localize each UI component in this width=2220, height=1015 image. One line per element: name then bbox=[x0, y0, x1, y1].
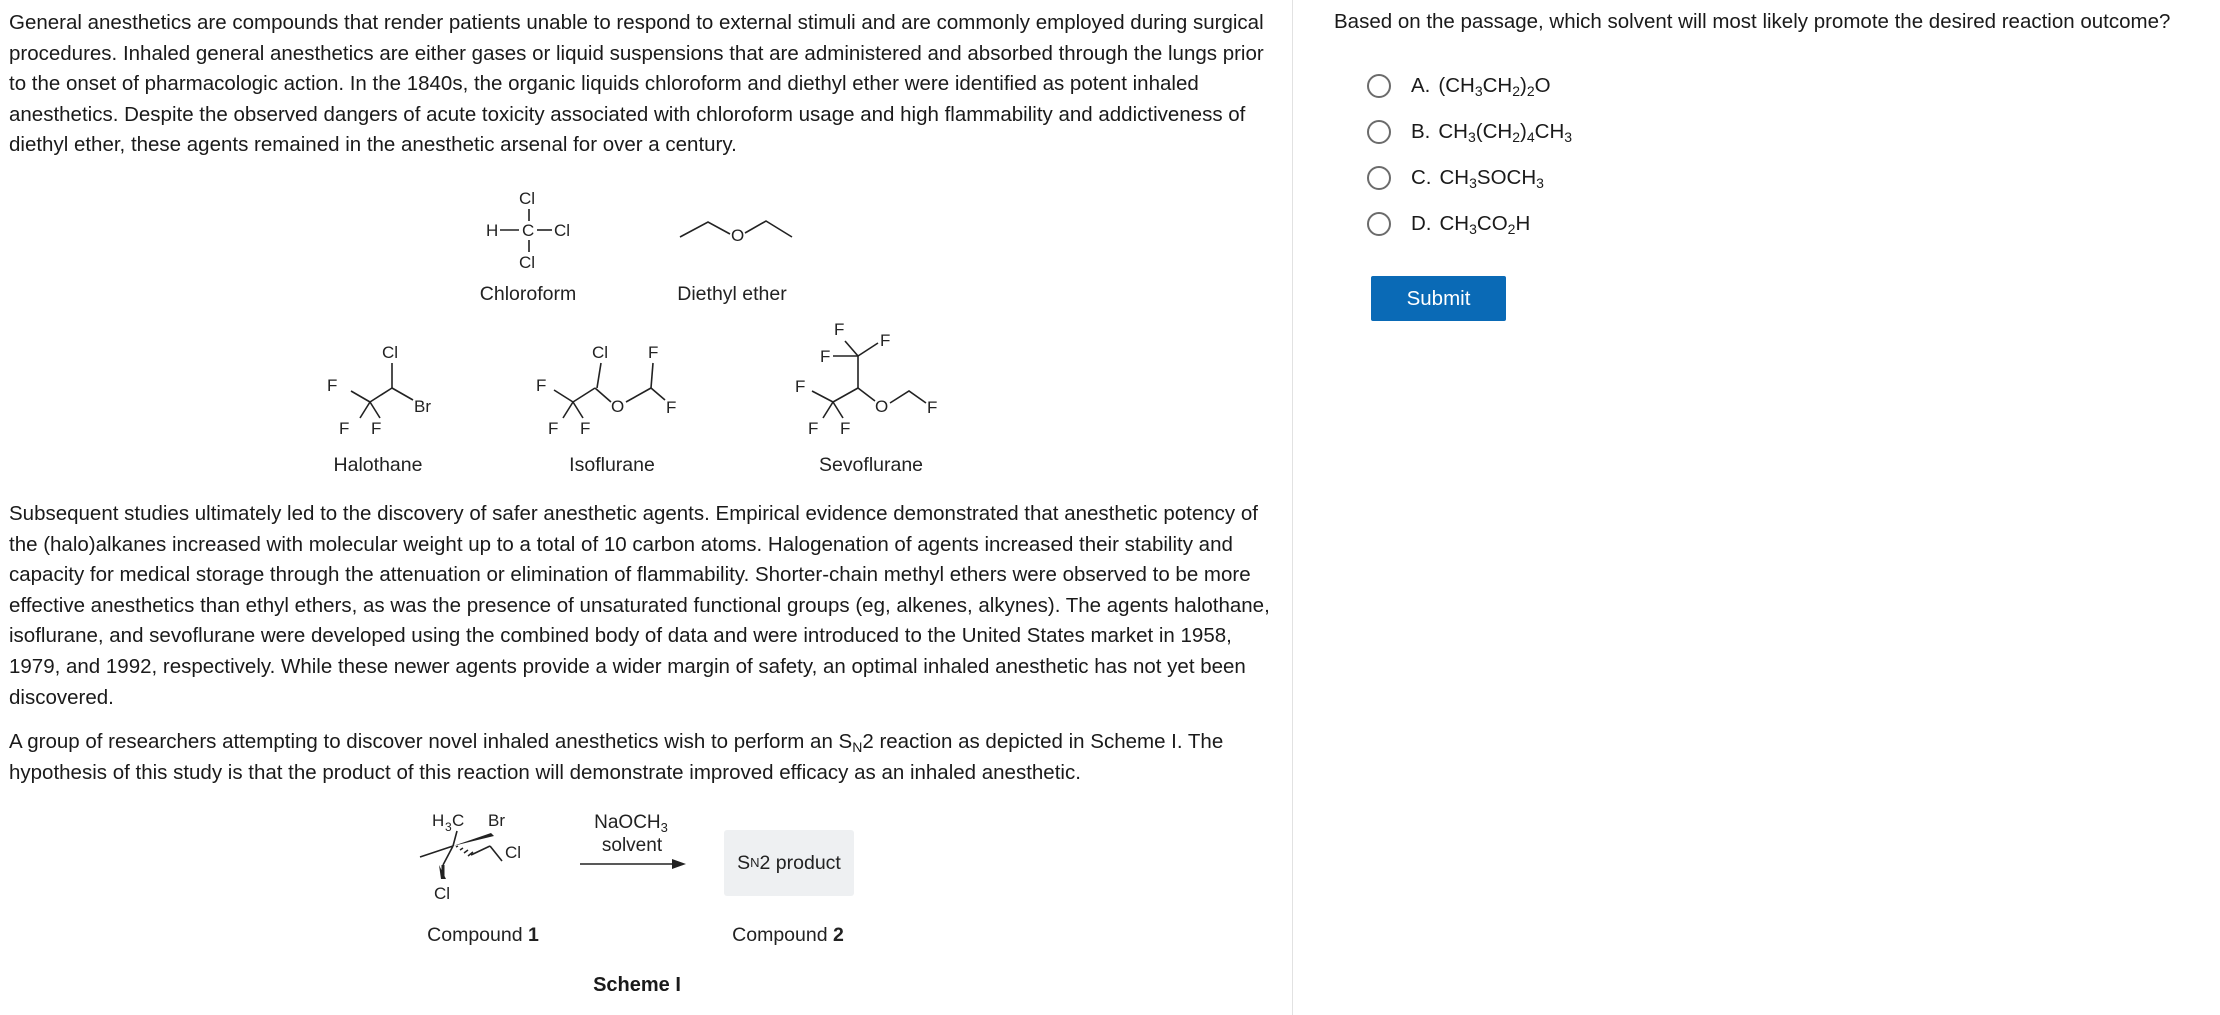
bond bbox=[563, 402, 573, 418]
isoflurane-structure bbox=[530, 340, 710, 450]
reaction-arrow bbox=[578, 856, 688, 872]
bond bbox=[833, 402, 843, 418]
reagent-label bbox=[594, 812, 668, 835]
hash-bond bbox=[456, 846, 473, 856]
formula-text: CH bbox=[1482, 74, 1513, 97]
choice-formula bbox=[1438, 120, 1572, 144]
compound-2-label: Compound bbox=[732, 924, 833, 946]
bond bbox=[370, 402, 380, 418]
sevoflurane-f2: F bbox=[808, 419, 819, 438]
sevoflurane-o: O bbox=[875, 397, 889, 416]
bond bbox=[595, 388, 611, 402]
isoflurane-f2: F bbox=[548, 419, 559, 438]
formula-text: H bbox=[1515, 212, 1531, 235]
sevoflurane-f-top1: F bbox=[834, 320, 845, 339]
bond bbox=[812, 391, 833, 402]
chloroform-cl-top: Cl bbox=[519, 189, 536, 208]
bond bbox=[573, 402, 583, 418]
bond bbox=[351, 391, 370, 402]
question-text: Based on the passage, which solvent will most likely promote the desired reaction outcome? bbox=[1334, 10, 2171, 33]
halothane-f1: F bbox=[327, 376, 338, 395]
bond bbox=[370, 388, 392, 402]
chloroform-h: H bbox=[486, 221, 499, 240]
bond bbox=[823, 402, 833, 418]
isoflurane-f3: F bbox=[580, 419, 591, 438]
passage-paragraph-1: General anesthetics are compounds that render patients unable to respond to external stimuli and are commonly employed during surgical procedures. Inhaled general anesthetics are either gases or liquid suspensions that are administered and absorbed through the lungs prior to the onset of pharmacologic action. In the 1840s, the organic liquids chloroform and diethyl ether were identified as potent inhaled anesthetics. Despite the observed dangers of acute toxicity associated with chloroform usage and high flammability and addictiveness of diethyl ether, these agents remained in the anesthetic arsenal for over a century. bbox=[9, 11, 1264, 157]
bond bbox=[833, 388, 858, 402]
sevoflurane-structure bbox=[790, 315, 970, 450]
compound-1-h-sub: 3 bbox=[445, 820, 452, 834]
chloroform-caption: Chloroform bbox=[479, 283, 577, 305]
answer-choice[interactable] bbox=[1367, 69, 1551, 103]
isoflurane-f-left: F bbox=[536, 376, 547, 395]
solvent-label: solvent bbox=[601, 835, 663, 856]
product-s: S bbox=[737, 851, 751, 874]
formula-subscript: 2 bbox=[1526, 83, 1535, 99]
formula-subscript: 3 bbox=[1536, 175, 1544, 191]
answer-choice[interactable] bbox=[1367, 115, 1572, 149]
formula-text: ) bbox=[1520, 74, 1527, 97]
compound-1-structure bbox=[405, 808, 565, 918]
scheme-title: Scheme I bbox=[593, 974, 681, 996]
product-rest: 2 product bbox=[759, 851, 841, 874]
answer-choice[interactable] bbox=[1367, 207, 1530, 241]
formula-text: ) bbox=[1520, 120, 1527, 143]
bond bbox=[651, 388, 665, 400]
sevoflurane-caption: Sevoflurane bbox=[818, 454, 924, 476]
bond bbox=[453, 831, 457, 846]
p3-sub: N bbox=[852, 739, 863, 755]
halothane-f2: F bbox=[339, 419, 350, 438]
bond bbox=[597, 363, 601, 388]
formula-text: CH bbox=[1439, 166, 1470, 189]
compound-1-cl-right: Cl bbox=[505, 843, 522, 862]
wedge-bond bbox=[453, 833, 494, 846]
formula-text: CH bbox=[1439, 212, 1470, 235]
choice-formula bbox=[1440, 166, 1544, 190]
bond bbox=[471, 846, 490, 855]
halothane-structure bbox=[320, 340, 440, 450]
chloroform-c: C bbox=[522, 221, 535, 240]
ether-oxygen: O bbox=[731, 226, 745, 245]
choice-letter: D. bbox=[1411, 212, 1432, 235]
bond bbox=[392, 388, 413, 400]
bond bbox=[573, 388, 595, 402]
sevoflurane-f-top3: F bbox=[820, 347, 831, 366]
chloroform-cl-bottom: Cl bbox=[519, 253, 536, 272]
submit-button[interactable]: Submit bbox=[1371, 276, 1506, 321]
formula-subscript: 3 bbox=[1469, 221, 1477, 237]
compound-1-br: Br bbox=[488, 811, 505, 830]
halothane-cl: Cl bbox=[382, 343, 399, 362]
choice-letter: A. bbox=[1411, 74, 1431, 97]
choice-letter: B. bbox=[1411, 120, 1431, 143]
formula-subscript: 2 bbox=[1512, 129, 1521, 145]
formula-subscript: 4 bbox=[1526, 129, 1535, 145]
chloroform-cl-right: Cl bbox=[554, 221, 571, 240]
choice-formula bbox=[1440, 212, 1531, 236]
bond bbox=[554, 390, 573, 402]
passage-paragraph-2: Subsequent studies ultimately led to the discovery of safer anesthetic agents. Empirical evidence demonstrated that anesthetic potency of the (halo)alkanes increased with molecular weight up to a total of 10 carbon atoms. Halogenation of agents increased their stability and capacity for medical storage through the attenuation or elimination of flammability. Shorter-chain methyl ethers were observed to be more effective anesthetics than ethyl ethers, as was the presence of unsaturated functional groups (eg, alkenes, alkynes). The agents halothane, isoflurane, and sevoflurane were developed using the combined body of data and were introduced to the United States market in 1958, 1979, and 1992, respectively. While these newer agents provide a wider margin of safety, an optimal inhaled anesthetic has not yet been discovered. bbox=[9, 502, 1270, 709]
question-panel bbox=[1293, 0, 2220, 1015]
radio-button-icon[interactable] bbox=[1367, 166, 1391, 190]
formula-text: O bbox=[1534, 74, 1551, 97]
radio-button-icon[interactable] bbox=[1367, 212, 1391, 236]
radio-button-icon[interactable] bbox=[1367, 74, 1391, 98]
compound-1-c: C bbox=[452, 811, 465, 830]
sevoflurane-f-left: F bbox=[795, 377, 806, 396]
isoflurane-caption: Isoflurane bbox=[569, 454, 655, 476]
bond bbox=[490, 846, 502, 861]
radio-button-icon[interactable] bbox=[1367, 120, 1391, 144]
formula-subscript: 3 bbox=[1467, 129, 1476, 145]
sevoflurane-f-right: F bbox=[927, 398, 938, 417]
formula-subscript: 3 bbox=[1564, 129, 1573, 145]
halothane-f3: F bbox=[371, 419, 382, 438]
sevoflurane-f3: F bbox=[840, 419, 851, 438]
bond bbox=[360, 402, 370, 418]
compound-1-cl-bottom: Cl bbox=[434, 884, 451, 903]
choice-formula bbox=[1438, 74, 1550, 98]
formula-text: (CH bbox=[1438, 74, 1475, 97]
formula-subscript: 2 bbox=[1512, 83, 1521, 99]
bond bbox=[858, 388, 875, 401]
formula-text: CH bbox=[1438, 120, 1468, 143]
diethyl-ether-caption: Diethyl ether bbox=[677, 283, 787, 305]
sn2-product-box: S N 2 product bbox=[724, 830, 854, 896]
isoflurane-o: O bbox=[611, 397, 625, 416]
formula-text: CH bbox=[1534, 120, 1565, 143]
bond bbox=[626, 388, 651, 402]
bond bbox=[745, 221, 792, 237]
bond bbox=[858, 343, 878, 356]
compound-2-number: 2 bbox=[832, 924, 844, 946]
formula-subscript: 3 bbox=[1474, 83, 1483, 99]
p3-text-after: 2 reaction as depicted in Scheme I. The hypothesis of this study is that the product of this reaction will demonstrate improved efficacy as an inhaled anesthetic. bbox=[9, 730, 1224, 784]
reagent-sub: 3 bbox=[660, 820, 668, 835]
compound-2-caption bbox=[732, 924, 844, 947]
halothane-caption: Halothane bbox=[333, 454, 423, 476]
formula-subscript: 3 bbox=[1469, 175, 1477, 191]
halothane-br: Br bbox=[414, 397, 431, 416]
passage-paragraph-3 bbox=[9, 727, 1279, 788]
reagent-main: NaOCH bbox=[594, 812, 661, 833]
choice-letter: C. bbox=[1411, 166, 1432, 189]
formula-text: CO bbox=[1476, 212, 1508, 235]
formula-subscript: 2 bbox=[1507, 221, 1516, 237]
chloroform-structure bbox=[470, 182, 590, 282]
formula-text: SOCH bbox=[1476, 166, 1537, 189]
formula-text: (CH bbox=[1475, 120, 1513, 143]
sevoflurane-f-top2: F bbox=[880, 331, 891, 350]
bond bbox=[680, 222, 730, 237]
diethyl-ether-structure bbox=[675, 205, 795, 255]
compound-1-number: 1 bbox=[527, 924, 539, 946]
bond bbox=[651, 363, 653, 388]
answer-choice[interactable] bbox=[1367, 161, 1544, 195]
compound-1-h: H bbox=[432, 811, 445, 830]
isoflurane-cl: Cl bbox=[592, 343, 609, 362]
compound-1-label: Compound bbox=[427, 924, 528, 946]
isoflurane-f-right: F bbox=[666, 398, 677, 417]
bond bbox=[890, 391, 926, 403]
bond bbox=[845, 341, 858, 356]
isoflurane-f-top: F bbox=[648, 343, 659, 362]
p3-text-before: A group of researchers attempting to discover novel inhaled anesthetics wish to perform an S bbox=[9, 730, 853, 753]
compound-1-caption bbox=[427, 924, 539, 947]
